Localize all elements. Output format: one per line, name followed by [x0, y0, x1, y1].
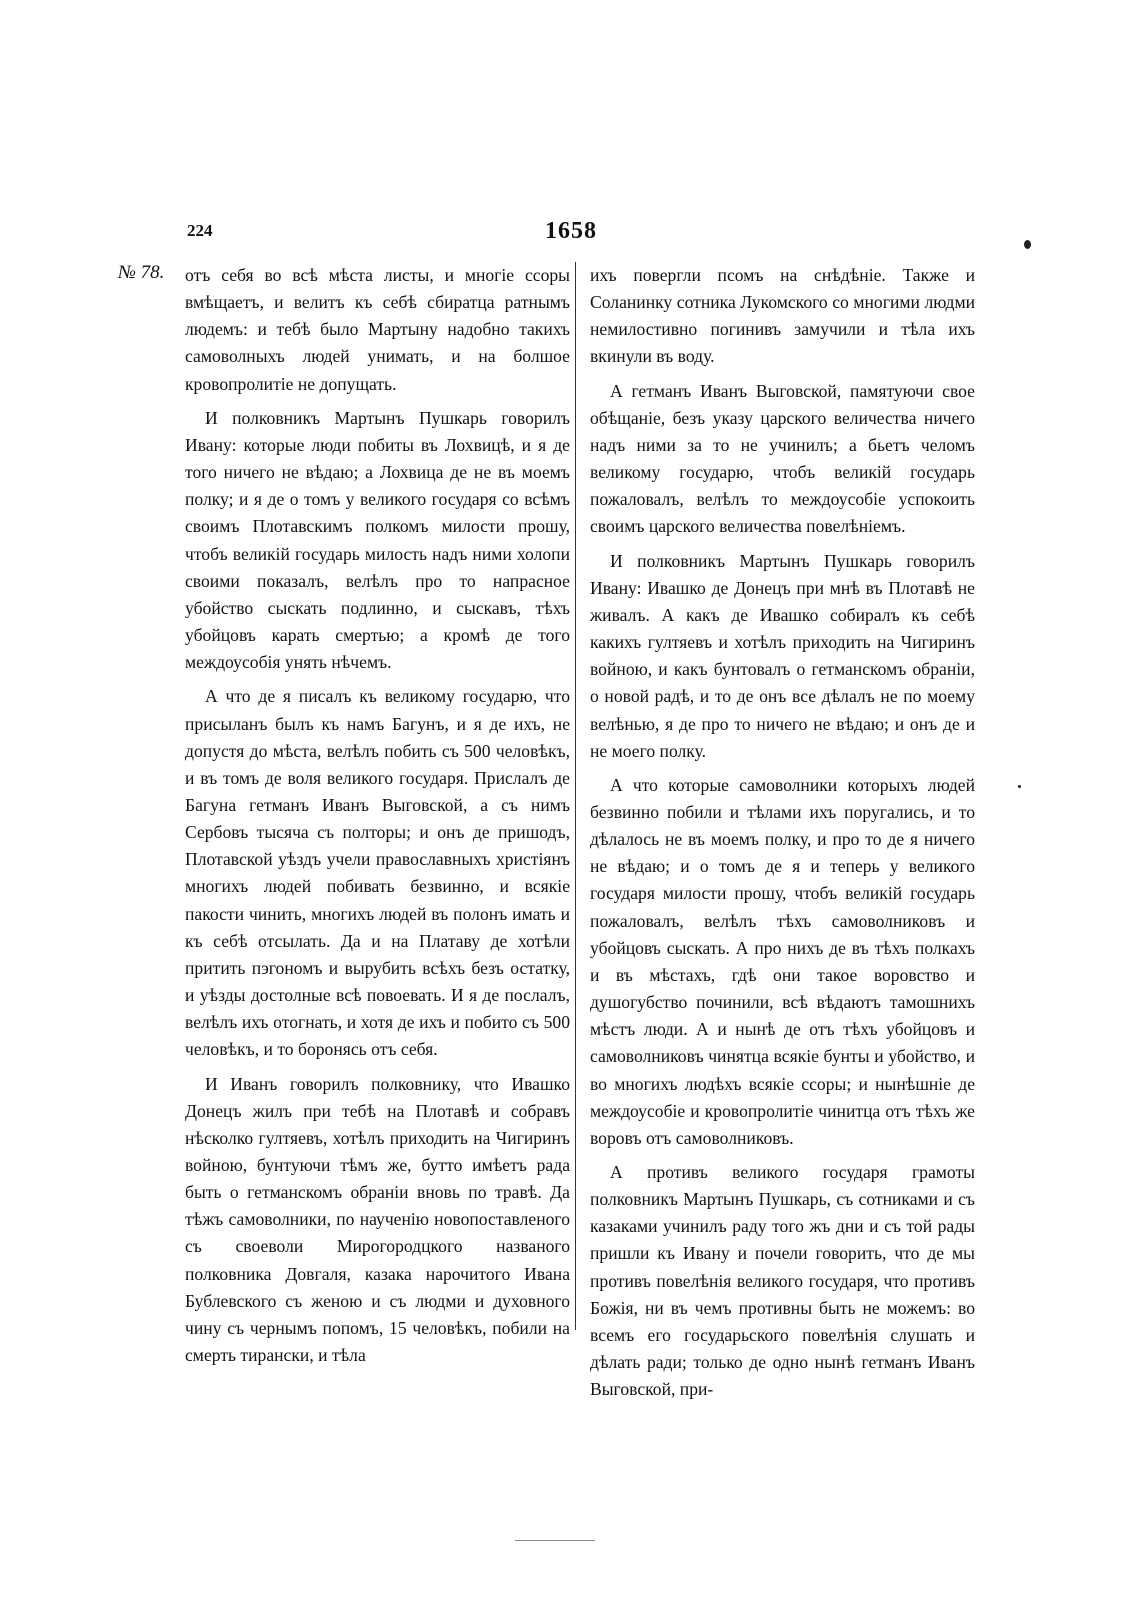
column-divider — [575, 262, 576, 1330]
paragraph: А что которые самоволники которыхъ людей безвинно побили и тѣлами ихъ поругались, и то дѣлалось не въ моемъ полку, и про то де я ничего не вѣдаю; и о томъ де я и теперь у великого государя милости прошу, чтобъ великій государь пожаловалъ, велѣлъ тѣхъ самоволниковъ и убойцовъ сыскать. А про нихъ де въ тѣхъ полкахъ и въ мѣстахъ, гдѣ они такое воровство и душогубство починили, всѣ вѣдаютъ тамошнихъ мѣстъ люди. А и нынѣ де отъ тѣхъ убойцовъ и самоволниковъ чинятца всякіе бунты и убойство, и во многихъ людѣхъ всякіе ссоры; и нынѣшніе де междоусобіе и кровопролитіе чинитца отъ тѣхъ же воровъ отъ самоволниковъ. — [590, 774, 975, 1148]
paragraph: И Иванъ говорилъ полковнику, что Ивашко Донецъ жилъ при тебѣ на Плотавѣ и собравъ нѣсколко гултяевъ, хотѣлъ приходить на Чигиринъ войною, бунтуючи тѣмъ же, бутто имѣетъ рада быть о гетманскомъ обраніи вновь по травѣ. Да тѣжъ самоволники, по наученію новопоставленого съ своеволи Мирогородцкого названого полковника Довгаля, казака нарочитого Ивана Бублевского съ женою и съ людми и духовного чину съ чернымъ попомъ, 15 человѣкъ, побили на смерть тирански, и тѣла — [185, 1073, 570, 1366]
left-text-column — [185, 262, 570, 1369]
paragraph: А гетманъ Иванъ Выговской, памятуючи свое обѣщаніе, безъ указу царского величества ничего надъ ними за то не учинилъ; а бьетъ челомъ великому государю, чтобъ великій государь пожаловалъ, велѣлъ то междоусобіе успокоить своимъ царского величества повелѣніемъ. — [590, 380, 975, 537]
paragraph: А что де я писалъ къ великому государю, что присыланъ былъ къ намъ Багунъ, и я де ихъ, не допустя до мѣста, велѣлъ побить съ 500 человѣкъ, и въ томъ де воля великого государя. Прислалъ де Багуна гетманъ Иванъ Выговской, а съ нимъ Сербовъ тысяча съ полторы; и онъ де пришодъ, Плотавской уѣздъ учели православныхъ христіянъ многихъ людей побивать безвинно, и всякіе пакости чинить, многихъ людей въ полонъ имать и къ себѣ отсылать. Да и на Платаву де хотѣли притить пэгономъ и вырубить всѣхъ безъ остатку, и уѣзды достолные всѣ повоевать. И я де послалъ, велѣлъ ихъ отогнать, и хотя де ихъ и побито съ 500 человѣкъ, и то боронясь отъ себя. — [185, 686, 570, 1060]
right-text-column — [590, 262, 975, 1403]
ink-speck — [1018, 785, 1021, 788]
ink-speck — [1024, 240, 1031, 249]
page-number: 224 — [187, 221, 213, 240]
paragraph: И полковникъ Мартынъ Пушкарь говорилъ Ивану: которые люди побиты въ Лохвицѣ, и я де того ничего не вѣдаю; а Лохвица де не въ моемъ полку; и я де о томъ у великого государя со всѣмъ своимъ Плотавскимъ полкомъ милости прошу, чтобъ великій государь милость надъ ними холопи своими показалъ, велѣлъ про то напрасное убойство сыскать подлинно, и сыскавъ, тѣхъ убойцовъ карать смертью; а кромѣ де того междоусобія унять нѣчемъ. — [185, 407, 570, 673]
running-head-year: 1658 — [545, 218, 597, 244]
footer-rule — [515, 1540, 595, 1541]
paragraph: ихъ повергли псомъ на снѣдѣніе. Также и Соланинку сотника Лукомского со многими людми немилостивно погинивъ замучили и тѣла ихъ вкинули въ воду. — [590, 265, 975, 367]
paragraph: А противъ великого государя грамоты полковникъ Мартынъ Пушкарь, съ сотниками и съ казаками учинилъ раду того жъ дни и съ той рады пришли къ Ивану и почели говорить, что де мы противъ повелѣнія великого государя, что противъ Божія, ни въ чемъ противны быть не можемъ: во всемъ его государьского повелѣнія слушать и дѣлать ради; только де одно нынѣ гетманъ Иванъ Выговской, при- — [590, 1162, 975, 1400]
paragraph: отъ себя во всѣ мѣста листы, и многіе ссоры вмѣщаетъ, и велитъ къ себѣ сбиратца ратнымъ людемъ: и тебѣ было Мартыну надобно такихъ самоволныхъ людей унимать, и на болшое кровопролитіе не допущать. — [185, 265, 570, 394]
document-number: № 78. — [118, 262, 165, 283]
paragraph: И полковникъ Мартынъ Пушкарь говорилъ Ивану: Ивашко де Донецъ при мнѣ въ Плотавѣ не живалъ. А какъ де Ивашко собиралъ къ себѣ какихъ гултяевъ и хотѣлъ приходить на Чигиринъ войною, и какъ бунтовалъ о гетманскомъ обраніи, о новой радѣ, и то де онъ все дѣлалъ не по моему велѣнью, я де про то ничего не вѣдаю; и онъ де и не моего полку. — [590, 550, 975, 761]
